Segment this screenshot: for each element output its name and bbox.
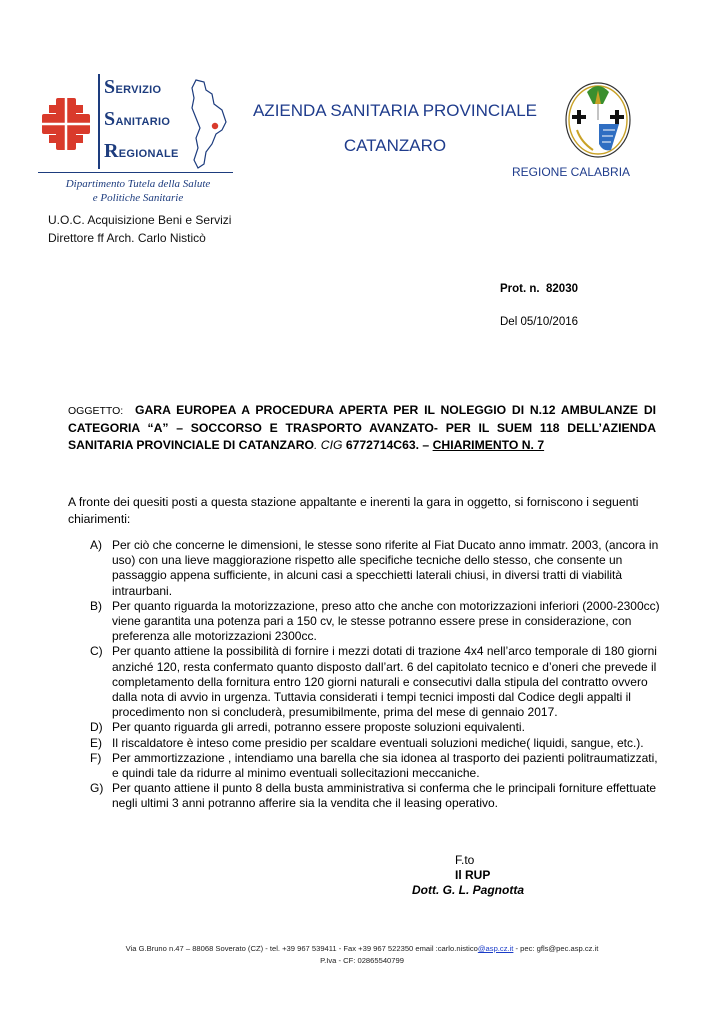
signature-block xyxy=(410,853,560,898)
logo-underline xyxy=(38,172,233,173)
item-letter: F) xyxy=(90,750,102,765)
dept-line-2: e Politiche Sanitarie xyxy=(92,192,184,204)
protocol-number xyxy=(500,283,578,295)
logo-divider xyxy=(98,74,100,169)
footer xyxy=(0,943,724,967)
clarification-item-c xyxy=(90,644,660,720)
item-text: Per quanto riguarda la motorizzazione, preso atto che anche con motorizzazioni inferiori (2000-2300cc) viene garantita una potenza pari a 150 cv, le stesse potranno essere prese in considerazione, con preferenza alle motorizzazioni 2300cc. xyxy=(112,598,660,644)
subject-label: OGGETTO: xyxy=(68,405,124,417)
signature-fto: F.to xyxy=(455,853,475,867)
red-cross-icon xyxy=(38,94,94,154)
clarification-item-e xyxy=(90,736,660,751)
item-letter: D) xyxy=(90,720,103,735)
item-text: Per quanto attiene la possibilità di fornire i mezzi dotati di trazione 4x4 nell’arco temporale di 180 giorni anziché 120, resta confermato quanto disposto dall’art. 6 del capitolato tecnico e d’oneri che prevede il completamento della fornitura entro 120 giorni naturali e consecutivi dalla stipula del contratto ovvero dalla nota di avvio in urgenza. Tuttavia considerati i tempi tecnici imposti dal Codice degli appalti il procedimento non si concluderà, presumibilmente, prima del mese di gennaio 2017. xyxy=(112,644,657,720)
protocol-date: Del 05/10/2016 xyxy=(500,316,579,328)
clarifications-list xyxy=(90,538,660,812)
item-letter: B) xyxy=(90,598,102,613)
agency-title xyxy=(245,93,545,163)
footer-line-1 xyxy=(0,943,724,955)
dept-line-1: Dipartimento Tutela della Salute xyxy=(65,178,211,190)
footer-email-link[interactable]: @asp.cz.it xyxy=(477,944,514,953)
clarification-item-g xyxy=(90,781,660,811)
ssr-logo xyxy=(38,72,238,207)
clarification-item-a xyxy=(90,538,660,599)
agency-title-line-1: AZIENDA SANITARIA PROVINCIALE xyxy=(252,101,538,120)
subject-block xyxy=(68,402,656,454)
cig-label: CIG xyxy=(320,438,343,452)
logo-word-sanitario: SANITARIO xyxy=(104,108,171,130)
clarification-item-b xyxy=(90,599,660,645)
clarification-number: CHIARIMENTO N. 7 xyxy=(432,438,545,452)
logo-word-regionale: REGIONALE xyxy=(104,140,179,162)
footer-pec: - pec: gfls@pec.asp.cz.it xyxy=(513,944,599,953)
item-letter: E) xyxy=(90,735,102,750)
signature-role: Il RUP xyxy=(455,868,491,882)
item-text: Per quanto riguarda gli arredi, potranno essere proposte soluzioni equivalenti. xyxy=(112,720,525,735)
intro-paragraph: A fronte dei quesiti posti a questa stazione appaltante e inerenti la gara in oggetto, si forniscono i seguenti chiarimenti: xyxy=(68,495,639,526)
protocol-value: 82030 xyxy=(546,283,578,295)
item-text: Per ciò che concerne le dimensioni, le stesse sono riferite al Fiat Ducato anno immatr. 2003, (ancora in uso) con una lieve maggiorazione rispetto alle specifiche tecniche dello stesso, che consente un passaggio appena sufficiente, in alcuni casi a specchietti laterali chiusi, in diversi tratti di viabilità intraurbani. xyxy=(112,538,659,598)
item-letter: G) xyxy=(90,781,104,796)
protocol-label: Prot. n. xyxy=(500,283,540,295)
cig-code: 6772714C63. – xyxy=(345,438,430,452)
footer-line-2: P.Iva - CF: 02865540799 xyxy=(320,956,404,965)
clarification-item-d xyxy=(90,720,660,735)
subject-dot: . xyxy=(314,438,318,452)
agency-title-line-2: CATANZARO xyxy=(343,136,447,155)
item-letter: C) xyxy=(90,644,103,659)
item-text: Il riscaldatore è inteso come presidio per scaldare eventuali soluzioni mediche( liquidi, sangue, etc.). xyxy=(112,735,644,750)
item-text: Per ammortizzazione , intendiamo una barella che sia idonea al trasporto dei pazienti politraumatizzati, e quindi tale da ridurre al minimo eventuali sollecitazioni meccaniche. xyxy=(112,750,658,781)
calabria-map-icon xyxy=(188,78,230,170)
clarification-item-f xyxy=(90,751,660,781)
office-line-2: Direttore ff Arch. Carlo Nisticò xyxy=(48,231,206,245)
signature-name: Dott. G. L. Pagnotta xyxy=(412,883,524,897)
footer-address: Via G.Bruno n.47 – 88068 Soverato (CZ) - tel. +39 967 539411 - Fax +39 967 522350 email :carlo.nistico xyxy=(125,944,478,953)
regione-calabria-crest-icon xyxy=(563,80,633,160)
logo-word-servizio: SERVIZIO xyxy=(104,76,162,98)
subject-text: GARA EUROPEA A PROCEDURA APERTA PER IL NOLEGGIO DI N.12 AMBULANZE DI CATEGORIA “A” – SOCCORSO E TRASPORTO AVANZATO- PER IL SUEM 118 DELL’AZIENDA SANITARIA PROVINCIALE DI CATANZARO xyxy=(68,403,657,452)
item-text: Per quanto attiene il punto 8 della busta amministrativa si conferma che le principali forniture effettuate negli ultimi 3 anni potranno afferire sia la vendita che il leasing operativo. xyxy=(112,781,657,811)
office-line-1: U.O.C. Acquisizione Beni e Servizi xyxy=(48,213,232,227)
region-label: REGIONE CALABRIA xyxy=(512,165,631,179)
item-letter: A) xyxy=(90,538,102,552)
